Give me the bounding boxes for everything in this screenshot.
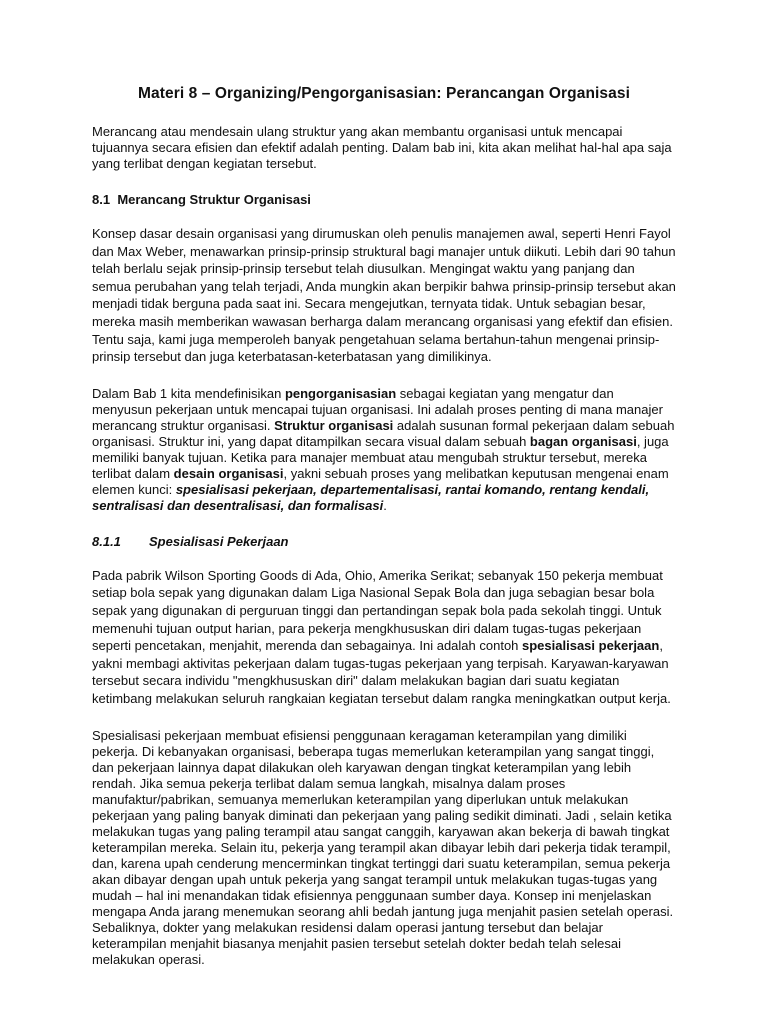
intro-paragraph: Merancang atau mendesain ulang struktur yang akan membantu organisasi untuk mencapai tujuannya secara efisien dan efektif adalah penting. Dalam bab ini, kita akan melihat hal-hal apa saja yang terlibat dengan kegiatan tersebut.: [92, 124, 672, 171]
section-title: Spesialisasi Pekerjaan: [149, 533, 289, 549]
section-8-1-1-paragraph-1: [92, 567, 676, 708]
text-run: , yakni sebuah proses yang melibatkan keputusan mengenai enam elemen kunci:: [92, 465, 669, 497]
term-pengorganisasian: pengorganisasian: [284, 385, 397, 401]
term-struktur-organisasi: Struktur organisasi: [274, 417, 394, 433]
text-run: adalah susunan formal pekerjaan dalam sebuah organisasi. Struktur ini, yang dapat ditampilkan secara visual dalam sebuah: [92, 417, 675, 449]
page-title: Materi 8 – Organizing/Pengorganisasian: Perancangan Organisasi: [137, 85, 630, 102]
text-run: , yakni membagi aktivitas pekerjaan dalam tugas-tugas pekerjaan yang terpisah. Karyawan-karyawan tersebut secara individu "mengkhususkan diri" dalam melakukan bagian dari suatu kegiatan ketimbang melakukan seluruh rangkaian kegiatan tersebut dalam rangka meningkatkan output kerja.: [92, 638, 671, 706]
section-heading-8-1: [92, 192, 676, 207]
text-run: , juga memiliki banyak tujuan. Ketika para manajer membuat atau mengubah struktur tersebut, mereka terlibat dalam: [92, 433, 669, 481]
text-run: Pada pabrik Wilson Sporting Goods di Ada, Ohio, Amerika Serikat; sebanyak 150 pekerja membuat setiap bola sepak yang digunakan dalam Liga Nasional Sepak Bola dan juga sebagian besar bola sepak yang digunakan di perguruan tinggi dan pertandingan sepak bola pada sekolah tinggi. Untuk memenuhi tujuan output harian, para pekerja mengkhususkan diri dalam tugas-tugas pekerjaan seperti pencetakan, menjahit, merenda dan sebagainya. Ini adalah contoh: [92, 567, 663, 654]
section-number: 8.1.1: [92, 533, 121, 549]
term-spesialisasi-pekerjaan: spesialisasi pekerjaan: [522, 638, 660, 654]
term-bagan-organisasi: bagan organisasi: [529, 433, 637, 449]
document-body: [92, 85, 676, 988]
section-title: Merancang Struktur Organisasi: [117, 192, 311, 207]
section-8-1-paragraph-2: [92, 386, 676, 514]
section-8-1-1-paragraph-2: Spesialisasi pekerjaan membuat efisiensi penggunaan keragaman keterampilan yang dimiliki pekerja. Di kebanyakan organisasi, beberapa tugas memerlukan keterampilan yang sangat tinggi, dan pekerjaan lainnya dapat dilakukan oleh karyawan dengan tingkat keterampilan yang lebih rendah. Jika semua pekerja terlibat dalam semua langkah, misalnya dalam proses manufaktur/pabrikan, semuanya memerlukan keterampilan yang diperlukan untuk melakukan pekerjaan yang paling banyak diminati dan pekerjaan yang paling sedikit diminati. Jadi , selain ketika melakukan tugas yang paling terampil atau sangat canggih, karyawan akan bekerja di bawah tingkat keterampilan mereka. Selain itu, pekerja yang terampil akan dibayar lebih dari pekerja tidak terampil, dan, karena upah cenderung mencerminkan tingkat tertinggi dari suatu keterampilan, semua pekerja akan dibayar dengan upah untuk pekerja yang sangat terampil untuk melakukan tugas-tugas yang mudah – hal ini menandakan tidak efisiennya penggunaan sumber daya. Konsep ini menjelaskan mengapa Anda jarang menemukan seorang ahli bedah jantung juga menjahit pasien setelah operasi. Sebaliknya, dokter yang melakukan residensi dalam operasi jantung tersebut dan belajar keterampilan menjahit biasanya menjahit pasien tersebut setelah dokter bedah telah selesai melakukan operasi.: [92, 727, 674, 967]
section-number: 8.1: [92, 192, 111, 207]
text-run: Dalam Bab 1 kita mendefinisikan: [92, 385, 285, 401]
section-8-1-paragraph-1: Konsep dasar desain organisasi yang dirumuskan oleh penulis manajemen awal, seperti Henri Fayol dan Max Weber, menawarkan prinsip-prinsip struktural bagi manajer untuk diikuti. Lebih dari 90 tahun telah berlalu sejak prinsip-prinsip tersebut telah diusulkan. Mengingat waktu yang panjang dan semua perubahan yang telah terjadi, Anda mungkin akan berpikir bahwa prinsip-prinsip tersebut akan menjadi tidak berguna pada saat ini. Secara mengejutkan, ternyata tidak. Untuk sebagian besar, mereka masih memberikan wawasan berharga dalam merancang organisasi yang efektif dan efisien. Tentu saja, kami juga memperoleh banyak pengetahuan selama bertahun-tahun mengenai prinsip-prinsip tersebut dan juga keterbatasan-keterbatasan yang dimilikinya.: [92, 226, 676, 365]
section-heading-8-1-1: [92, 534, 676, 549]
term-desain-organisasi: desain organisasi: [173, 465, 284, 481]
text-run: sebagai kegiatan yang mengatur dan menyusun pekerjaan untuk mencapai tujuan organisasi. Ini adalah proses penting di mana manajer merancang struktur organisasi.: [92, 385, 663, 433]
text-run: .: [383, 497, 387, 513]
key-elements-list: spesialisasi pekerjaan, departementalisasi, rantai komando, rentang kendali, sentralisasi dan desentralisasi, dan formalisasi: [92, 481, 650, 513]
